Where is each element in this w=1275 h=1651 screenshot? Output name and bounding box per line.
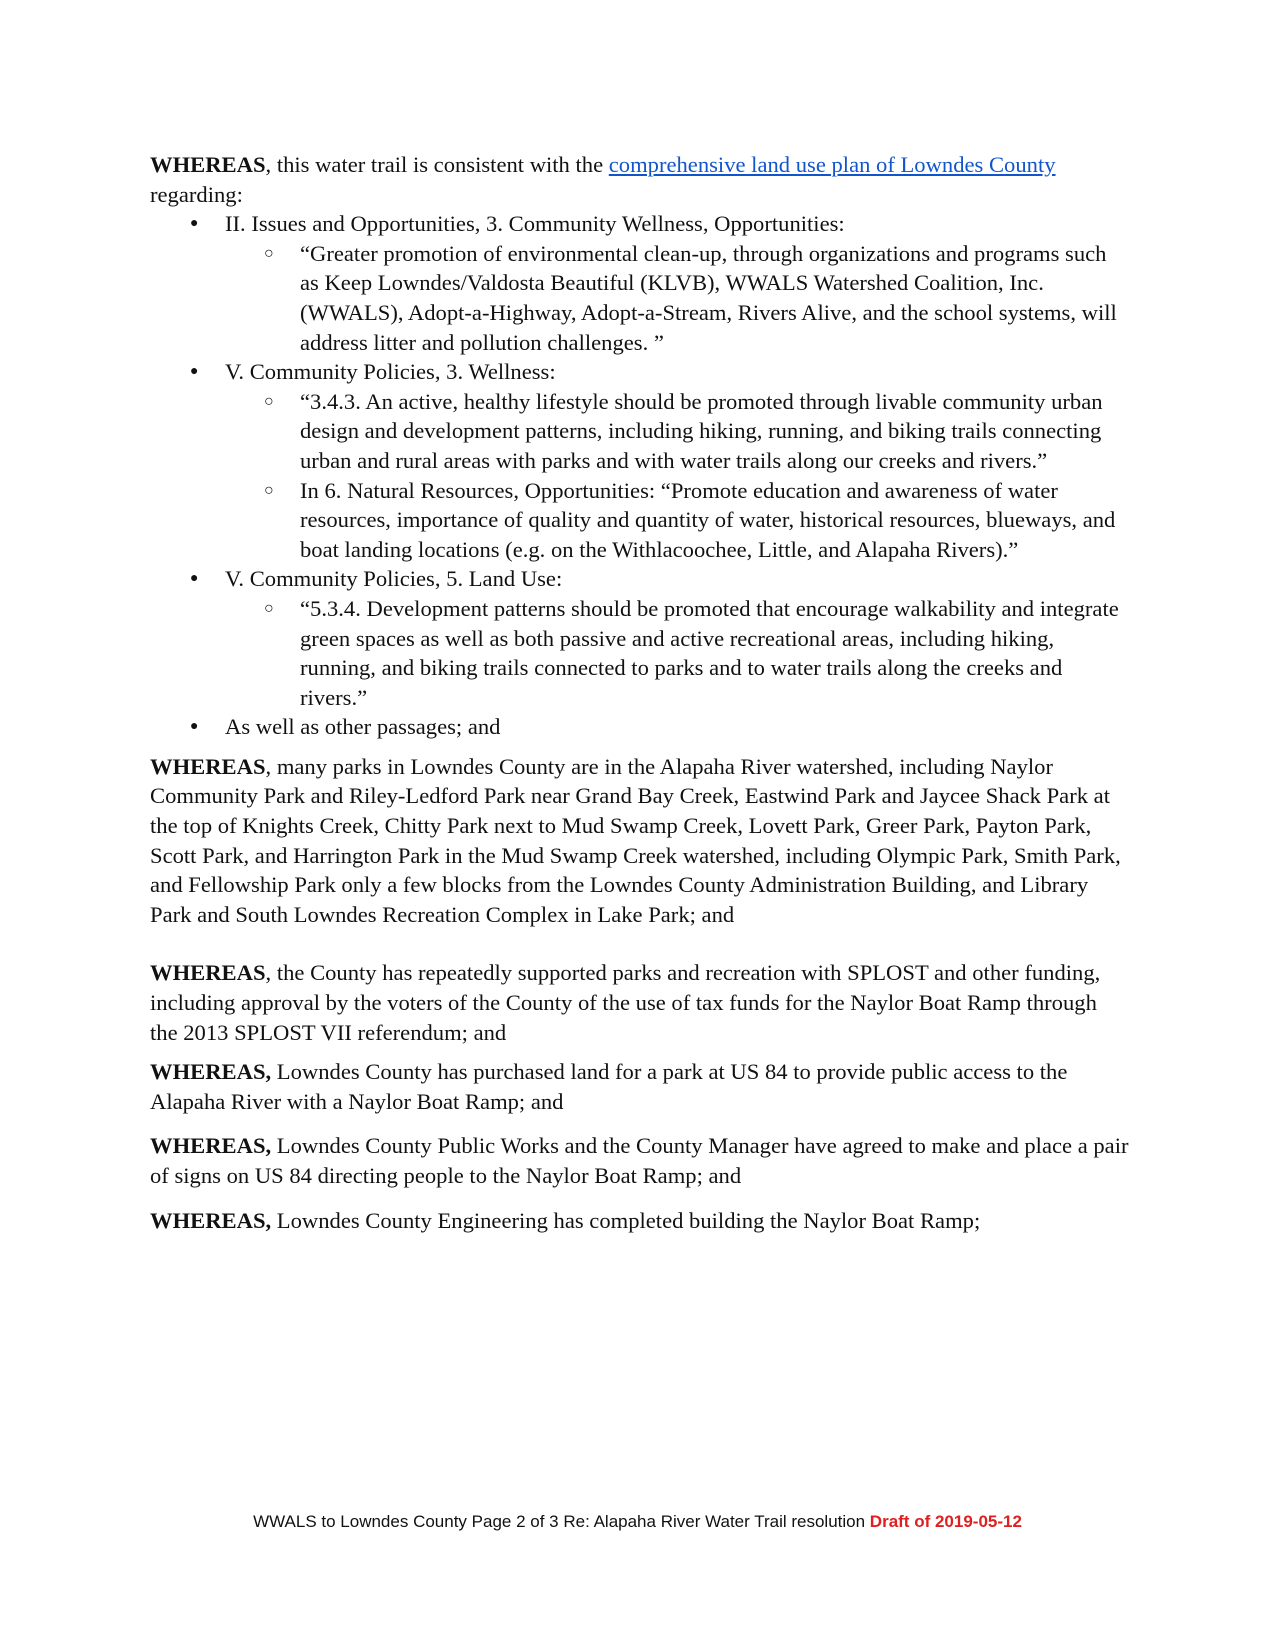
sub-bullet-text: In 6. Natural Resources, Opportunities: “Promote education and awareness of water resources, importance of quality and quantity of water, historical resources, blueways, and boat landing locations (e.g. on the Withlacoochee, Little, and Alapaha Rivers).” [300,477,1116,562]
sub-bullet-list [225,594,1130,712]
list-item [264,594,1130,712]
whereas-lead: WHEREAS [150,152,266,177]
list-item [190,357,1130,564]
sub-bullet-text: “3.4.3. An active, healthy lifestyle should be promoted through livable community urban design and development patterns, including hiking, running, and biking trails connecting urban and rural areas with parks and with water trails along our creeks and rivers.” [300,388,1103,473]
policy-bullet-list [150,209,1130,742]
list-item [264,476,1130,565]
spacer [150,1191,1130,1206]
filled-circle-bullet-icon: ● [190,216,199,232]
intro-text-after-link: regarding: [150,181,243,207]
filled-circle-bullet-icon: ● [190,571,199,587]
hollow-circle-bullet-icon: ○ [264,481,274,499]
whereas-parks-paragraph [150,752,1130,930]
draft-date-label: Draft of 2019-05-12 [869,1512,1022,1531]
document-page [150,150,1130,1235]
spacer [150,1047,1130,1057]
bullet-text: II. Issues and Opportunities, 3. Community Wellness, Opportunities: [225,211,845,237]
intro-text-before-link: , this water trail is consistent with the [265,152,609,177]
list-item [264,239,1130,357]
filled-circle-bullet-icon: ● [190,719,199,735]
hollow-circle-bullet-icon: ○ [264,244,274,262]
paragraph-text: Lowndes County Engineering has completed building the Naylor Boat Ramp; [271,1207,981,1233]
page-footer [0,1512,1275,1532]
whereas-lead: WHEREAS [150,753,266,779]
whereas-splost-paragraph [150,958,1130,1047]
hollow-circle-bullet-icon: ○ [264,599,274,617]
sub-bullet-list [225,387,1130,565]
spacer [150,742,1130,752]
whereas-lead: WHEREAS [150,960,266,986]
hollow-circle-bullet-icon: ○ [264,392,274,410]
paragraph-text: Lowndes County Public Works and the County Manager have agreed to make and place a pair of signs on US 84 directing people to the Naylor Boat Ramp; and [150,1133,1129,1188]
footer-text: WWALS to Lowndes County Page 2 of 3 Re: Alapaha River Water Trail resolution [253,1512,870,1531]
sub-bullet-text: “5.3.4. Development patterns should be promoted that encourage walkability and integrate green spaces as well as both passive and active recreational areas, including hiking, running, and biking trails connected to parks and to water trails along the creeks and rivers.” [300,595,1119,710]
list-item [190,209,1130,357]
bullet-text: V. Community Policies, 5. Land Use: [225,566,563,592]
intro-paragraph [150,150,1130,209]
paragraph-text: Lowndes County has purchased land for a park at US 84 to provide public access to the Alapaha River with a Naylor Boat Ramp; and [150,1059,1068,1114]
filled-circle-bullet-icon: ● [190,364,199,380]
sub-bullet-text: “Greater promotion of environmental clean-up, through organizations and programs such as Keep Lowndes/Valdosta Beautiful (KLVB), WWALS Watershed Coalition, Inc. (WWALS), Adopt-a-Highway, Adopt-a-Stream, Rivers Alive, and the school systems, will address litter and pollution challenges. ” [300,240,1117,355]
paragraph-text: , many parks in Lowndes County are in the Alapaha River watershed, including Naylor Community Park and Riley-Ledford Park near Grand Bay Creek, Eastwind Park and Jaycee Shack Park at the top of Knights Creek, Chitty Park next to Mud Swamp Creek, Lovett Park, Greer Park, Payton Park, Scott Park, and Harrington Park in the Mud Swamp Creek watershed, including Olympic Park, Smith Park, and Fellowship Park only a few blocks from the Lowndes County Administration Building, and Library Park and South Lowndes Recreation Complex in Lake Park; and [150,753,1121,927]
bullet-text: V. Community Policies, 3. Wellness: [225,359,556,385]
list-item [190,712,1130,742]
whereas-engineering-paragraph [150,1206,1130,1236]
spacer [150,1116,1130,1131]
whereas-lead: WHEREAS, [150,1133,272,1159]
land-use-plan-link[interactable]: comprehensive land use plan of Lowndes County [608,152,1056,177]
list-item [264,387,1130,476]
whereas-land-paragraph [150,1057,1130,1116]
paragraph-text: , the County has repeatedly supported parks and recreation with SPLOST and other funding, including approval by the voters of the County of the use of tax funds for the Naylor Boat Ramp through the 2013 SPLOST VII referendum; and [150,960,1101,1045]
spacer [150,929,1130,958]
whereas-signs-paragraph [150,1131,1130,1190]
bullet-text: As well as other passages; and [225,714,501,740]
list-item [190,564,1130,712]
sub-bullet-list [225,239,1130,357]
whereas-lead: WHEREAS, [150,1059,272,1085]
whereas-lead: WHEREAS, [150,1207,272,1233]
